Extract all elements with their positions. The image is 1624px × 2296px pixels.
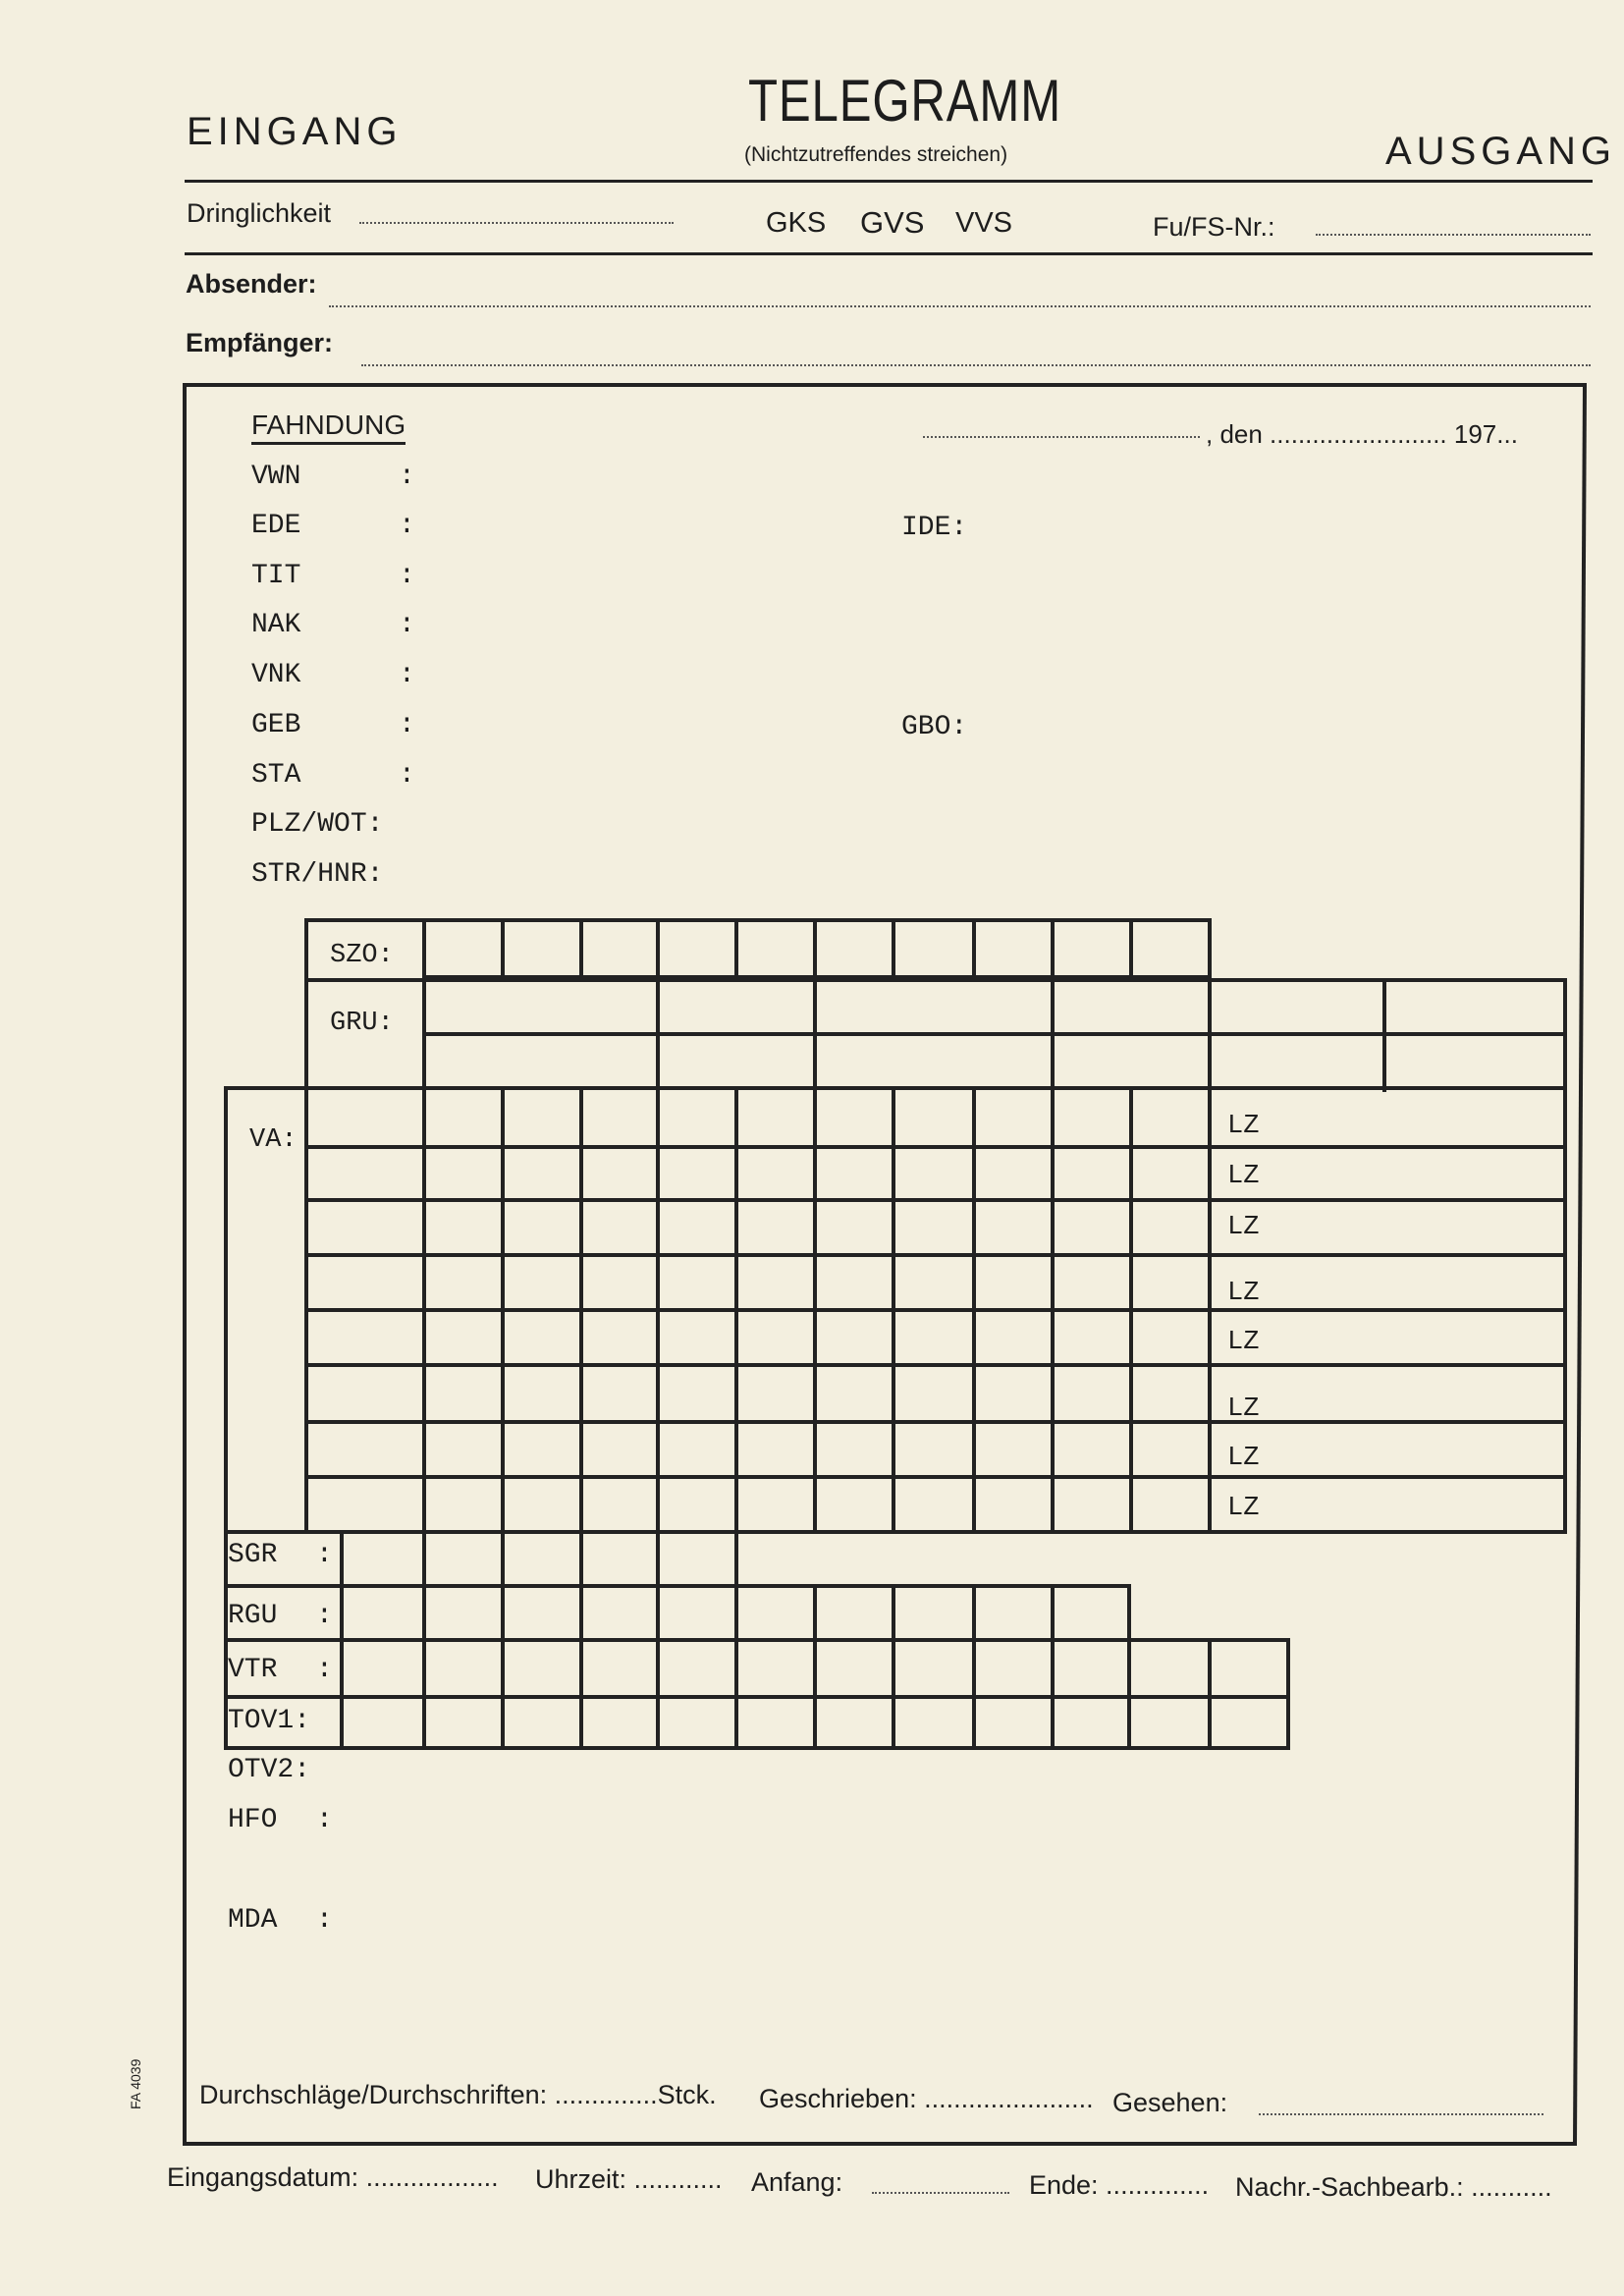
szo-label: SZO: bbox=[330, 941, 394, 970]
lz-label: LZ bbox=[1227, 1112, 1260, 1141]
field-vnk[interactable] bbox=[251, 660, 415, 690]
field-hfo[interactable] bbox=[228, 1805, 333, 1835]
gru-label: GRU: bbox=[330, 1009, 394, 1038]
field-sep: : bbox=[399, 561, 415, 591]
anfang-label: Anfang: bbox=[751, 2167, 843, 2197]
field-sep: : bbox=[399, 660, 415, 690]
lz-label: LZ bbox=[1227, 1494, 1260, 1523]
row-sep: : bbox=[316, 1655, 333, 1685]
field-gbo[interactable]: GBO: bbox=[901, 712, 968, 742]
field-sep: : bbox=[316, 1805, 333, 1835]
row-sgr[interactable] bbox=[228, 1540, 333, 1570]
lz-label: LZ bbox=[1227, 1328, 1260, 1357]
eingang-label: EINGANG bbox=[187, 110, 403, 153]
field-code: TIT bbox=[251, 561, 301, 591]
form-number: FA 4039 bbox=[128, 2058, 143, 2109]
row-sep: : bbox=[316, 1601, 333, 1631]
field-sep: : bbox=[316, 1905, 333, 1936]
fu-fs-nr-label: Fu/FS-Nr.: bbox=[1153, 212, 1275, 242]
field-sep: : bbox=[399, 462, 415, 492]
gesehen-label: Gesehen: bbox=[1112, 2088, 1228, 2117]
field-sep: : bbox=[399, 760, 415, 791]
fahndung-heading: FAHNDUNG bbox=[251, 409, 406, 445]
row-sep: : bbox=[316, 1540, 333, 1570]
classification-gvs[interactable]: GVS bbox=[860, 205, 925, 240]
field-geb[interactable] bbox=[251, 710, 415, 740]
lz-label: LZ bbox=[1227, 1213, 1260, 1242]
field-code: NAK bbox=[251, 610, 301, 640]
outer-box bbox=[185, 385, 1585, 2144]
row-code: SGR bbox=[228, 1540, 278, 1570]
field-otv2[interactable] bbox=[228, 1755, 310, 1785]
va-label: VA: bbox=[249, 1125, 298, 1155]
field-sta[interactable] bbox=[251, 760, 415, 791]
row-sep: : bbox=[294, 1706, 311, 1736]
row-rgu[interactable] bbox=[228, 1601, 333, 1631]
page-title: TELEGRAMM bbox=[748, 68, 1062, 134]
absender-label: Absender: bbox=[186, 269, 317, 299]
field-sep: : bbox=[399, 610, 415, 640]
field-code: EDE bbox=[251, 511, 301, 541]
field-vwn[interactable] bbox=[251, 462, 415, 492]
field-tit[interactable] bbox=[251, 561, 415, 591]
field-sep: : bbox=[399, 511, 415, 541]
dringlichkeit-label: Dringlichkeit bbox=[187, 198, 332, 228]
field-plz-wot[interactable] bbox=[251, 809, 383, 840]
va-grid bbox=[226, 1088, 1565, 1532]
field-nak[interactable] bbox=[251, 610, 415, 640]
nachr-sachbearb-field[interactable]: Nachr.-Sachbearb.: ........... bbox=[1235, 2172, 1552, 2202]
lz-label: LZ bbox=[1227, 1394, 1260, 1424]
classification-vvs[interactable]: VVS bbox=[955, 207, 1013, 239]
field-code: MDA bbox=[228, 1905, 278, 1936]
lower-grid bbox=[226, 1088, 1288, 1748]
ende-field[interactable]: Ende: .............. bbox=[1029, 2170, 1210, 2200]
row-code: VTR bbox=[228, 1655, 278, 1685]
field-code: VWN bbox=[251, 462, 301, 492]
row-tov1[interactable] bbox=[228, 1706, 310, 1736]
szo-grid bbox=[306, 920, 1210, 1530]
anfang-field[interactable] bbox=[872, 2192, 1009, 2194]
uhrzeit-field[interactable]: Uhrzeit: ............ bbox=[535, 2164, 723, 2194]
lz-label: LZ bbox=[1227, 1279, 1260, 1308]
field-str-hnr[interactable] bbox=[251, 859, 383, 890]
geschrieben-field[interactable]: Geschrieben: ....................... bbox=[759, 2084, 1094, 2113]
field-sep: : bbox=[399, 710, 415, 740]
field-code: GEB bbox=[251, 710, 301, 740]
lz-label: LZ bbox=[1227, 1444, 1260, 1473]
eingangsdatum-field[interactable]: Eingangsdatum: .................. bbox=[167, 2162, 499, 2192]
field-ede[interactable] bbox=[251, 511, 415, 541]
field-code: STA bbox=[251, 760, 301, 791]
ausgang-label: AUSGANG bbox=[1385, 130, 1617, 173]
field-code: PLZ/WOT: bbox=[251, 809, 384, 840]
field-mda[interactable] bbox=[228, 1905, 333, 1936]
date-line[interactable]: , den ......................... 197... bbox=[1206, 419, 1518, 449]
row-code: RGU bbox=[228, 1601, 278, 1631]
row-code: TOV1 bbox=[228, 1706, 295, 1736]
field-ide[interactable]: IDE: bbox=[901, 513, 968, 543]
classification-gks[interactable]: GKS bbox=[766, 207, 827, 239]
field-code: HFO bbox=[228, 1805, 278, 1835]
empfaenger-label: Empfänger: bbox=[186, 328, 334, 357]
durchschlaege-field[interactable]: Durchschläge/Durchschriften: ..............Stck. bbox=[199, 2080, 717, 2109]
field-code: STR/HNR: bbox=[251, 859, 384, 890]
field-code: VNK bbox=[251, 660, 301, 690]
title-subtitle: (Nichtzutreffendes streichen) bbox=[744, 143, 1008, 166]
row-vtr[interactable] bbox=[228, 1655, 333, 1685]
lz-label: LZ bbox=[1227, 1162, 1260, 1191]
field-code: OTV2: bbox=[228, 1755, 311, 1785]
gru-grid bbox=[306, 977, 1565, 1090]
gesehen-field[interactable] bbox=[1259, 2113, 1543, 2115]
place-field[interactable] bbox=[923, 436, 1200, 438]
